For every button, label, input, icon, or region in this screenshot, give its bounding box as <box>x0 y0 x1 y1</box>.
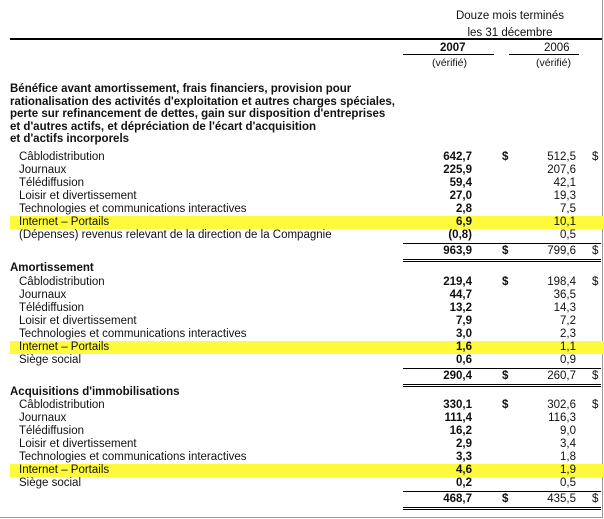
period-line-2: les 31 décembre <box>467 27 553 39</box>
row-label: Journaux <box>19 412 67 424</box>
value-2006: 198,4 <box>547 276 576 288</box>
table-row <box>10 354 604 367</box>
value-2007: 2,8 <box>456 203 472 215</box>
row-label: Internet – Portails <box>19 216 110 228</box>
row-label: Télédiffusion <box>19 177 84 189</box>
row-label: Siège social <box>19 354 82 366</box>
value-2007: 16,2 <box>449 425 472 437</box>
table-row-highlighted <box>10 216 604 229</box>
currency-2007: $ <box>502 245 509 257</box>
title-line: et d'actifs incorporels <box>10 133 130 146</box>
table-row <box>10 151 604 164</box>
table-row <box>10 164 604 177</box>
currency-2006: $ <box>592 399 599 411</box>
value-2007: 3,3 <box>456 451 472 463</box>
total-row <box>10 493 604 506</box>
value-2006: 1,9 <box>560 464 576 476</box>
value-2006: 7,2 <box>560 315 576 327</box>
row-label: Télédiffusion <box>19 302 84 314</box>
table-row <box>10 328 604 341</box>
value-2007: 4,6 <box>456 464 472 476</box>
value-2007: 0,2 <box>456 477 472 489</box>
value-2006: 36,5 <box>553 289 576 301</box>
value-2006: 7,5 <box>560 203 576 215</box>
value-2007: 642,7 <box>443 151 472 163</box>
total-double-rule <box>403 384 601 385</box>
audited-2006: (vérifié) <box>536 57 572 69</box>
currency-2007: $ <box>502 151 509 163</box>
title-line: et d'autres actifs, et dépréciation de l'écart d'acquisition <box>10 120 317 133</box>
value-2006: 1,1 <box>560 341 576 353</box>
value-2006: 207,6 <box>547 164 576 176</box>
table-row <box>10 412 604 425</box>
value-2007: 225,9 <box>443 164 472 176</box>
title-line: Bénéfice avant amortissement, frais financiers, provision pour <box>10 83 352 95</box>
table-row-highlighted <box>10 464 604 477</box>
value-2006: 19,3 <box>553 190 576 202</box>
row-label: Loisir et divertissement <box>19 315 137 327</box>
value-2006: 302,6 <box>547 399 576 411</box>
table-row <box>10 203 604 216</box>
currency-2007: $ <box>502 399 509 411</box>
total-row <box>10 245 604 258</box>
value-2006: 0,5 <box>560 229 576 241</box>
row-label: Loisir et divertissement <box>19 190 137 202</box>
value-2006: 116,3 <box>548 412 576 424</box>
row-label: Câblodistribution <box>19 151 105 163</box>
row-label: Technologies et communications interactives <box>19 328 247 340</box>
value-2007: 0,6 <box>456 354 472 366</box>
period-header <box>430 8 590 42</box>
table-row <box>10 425 604 438</box>
total-2007: 963,9 <box>443 245 472 257</box>
row-label: (Dépenses) revenus relevant de la direction de la Compagnie <box>19 229 332 241</box>
table-row <box>10 289 604 302</box>
value-2007: 330,1 <box>443 399 472 411</box>
column-header-2007: 2007 <box>440 42 466 54</box>
row-label: Télédiffusion <box>19 425 84 437</box>
total-2006: 435,5 <box>547 493 576 505</box>
section-title-amortization: Amortissement <box>10 262 94 274</box>
title-line: rationalisation des activités d'exploitation et autres charges spéciales, <box>10 95 395 108</box>
table-row <box>10 477 604 490</box>
table-row <box>10 315 604 328</box>
value-2007: 7,9 <box>456 315 472 327</box>
row-label: Câblodistribution <box>19 399 105 411</box>
value-2007: 219,4 <box>443 276 472 288</box>
row-label: Internet – Portails <box>19 341 110 353</box>
value-2006: 42,1 <box>553 177 576 189</box>
value-2006: 3,4 <box>560 438 576 450</box>
value-2007: (0,8) <box>448 229 472 241</box>
value-2006: 9,0 <box>560 425 576 437</box>
value-2007: 59,4 <box>449 177 472 189</box>
row-label: Câblodistribution <box>19 276 105 288</box>
value-2006: 0,9 <box>560 354 576 366</box>
value-2007: 13,2 <box>449 302 472 314</box>
subtotal-rule <box>403 491 601 492</box>
value-2006: 2,3 <box>560 328 576 340</box>
table-row <box>10 229 604 242</box>
section-title-capex: Acquisitions d'immobilisations <box>10 386 180 398</box>
currency-2006: $ <box>592 493 599 505</box>
value-2006: 512,5 <box>547 151 576 163</box>
value-2007: 1,6 <box>456 341 472 353</box>
value-2007: 6,9 <box>456 216 472 228</box>
audited-2007: (vérifié) <box>432 57 468 69</box>
total-double-rule <box>403 507 601 508</box>
currency-2006: $ <box>592 276 599 288</box>
row-label: Journaux <box>19 289 67 301</box>
row-label: Technologies et communications interactives <box>19 451 247 463</box>
subtotal-rule <box>403 368 601 369</box>
value-2007: 111,4 <box>444 412 472 424</box>
row-label: Journaux <box>19 164 67 176</box>
total-2006: 260,7 <box>547 370 576 382</box>
currency-2006: $ <box>592 370 599 382</box>
currency-2007: $ <box>502 370 509 382</box>
subtotal-rule <box>403 243 601 244</box>
table-row-highlighted <box>10 341 604 354</box>
total-double-rule <box>403 386 601 387</box>
table-row <box>10 190 604 203</box>
period-line-1: Douze mois terminés <box>455 10 564 22</box>
currency-2007: $ <box>502 493 509 505</box>
currency-2006: $ <box>592 245 599 257</box>
table-row <box>10 438 604 451</box>
total-2007: 290,4 <box>443 370 472 382</box>
header-rule <box>10 38 602 40</box>
total-2006: 799,6 <box>547 245 576 257</box>
table-row <box>10 302 604 315</box>
total-row <box>10 370 604 383</box>
value-2006: 1,8 <box>560 451 576 463</box>
currency-2007: $ <box>502 276 509 288</box>
row-label: Loisir et divertissement <box>19 438 137 450</box>
value-2006: 0,5 <box>560 477 576 489</box>
column-header-2006: 2006 <box>544 42 570 54</box>
table-row <box>10 276 604 289</box>
total-double-rule <box>403 261 601 262</box>
title-line: perte sur refinancement de dettes, gain sur disposition d'entreprises <box>10 108 386 121</box>
value-2007: 44,7 <box>449 289 472 301</box>
total-double-rule <box>403 509 601 510</box>
row-label: Siège social <box>19 477 82 489</box>
total-2007: 468,7 <box>443 493 472 505</box>
section-title-ebitda <box>10 83 395 146</box>
table-row <box>10 451 604 464</box>
total-double-rule <box>403 259 601 260</box>
row-label: Internet – Portails <box>19 464 110 476</box>
value-2006: 10,1 <box>553 216 576 228</box>
value-2007: 27,0 <box>449 190 472 202</box>
value-2006: 14,3 <box>553 302 576 314</box>
table-row <box>10 177 604 190</box>
value-2007: 3,0 <box>456 328 472 340</box>
table-row <box>10 399 604 412</box>
currency-2006: $ <box>592 151 599 163</box>
row-label: Technologies et communications interactives <box>19 203 247 215</box>
value-2007: 2,9 <box>456 438 472 450</box>
